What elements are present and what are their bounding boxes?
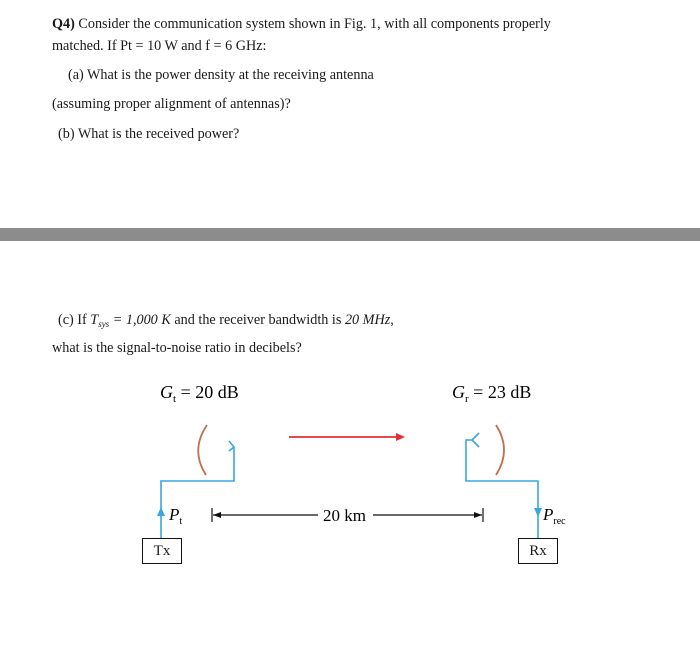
pt-label: $P_t$ [169, 505, 183, 527]
tx-antenna-dish [198, 425, 207, 475]
question-number: Q4) [52, 16, 75, 32]
part-c-middle: and the receiver bandwidth is [170, 312, 345, 328]
rx-prec-arrowhead [534, 508, 542, 517]
prec-label: $P_{rec}$ [543, 505, 566, 527]
rx-feed-line [466, 440, 538, 538]
part-a-line-1: (a) What is the power density at the receiving antenna [68, 67, 374, 83]
rx-box: Rx [518, 538, 558, 564]
tsys-subscript: sys [98, 319, 110, 329]
distance-label: 20 km [323, 506, 366, 525]
part-c-prefix: (c) If [58, 312, 91, 328]
part-c-line-2: what is the signal-to-noise ratio in decibels? [52, 340, 302, 356]
question-intro: Consider the communication system shown in Fig. 1, with all components properly [78, 16, 551, 32]
distance-arrow-left [213, 512, 221, 518]
question-line-2: matched. If Pt = 10 W and f = 6 GHz: [52, 38, 267, 54]
gt-label: $G_t = 20$ dB [160, 382, 239, 405]
tx-box: Tx [142, 538, 182, 564]
part-c-suffix: , [390, 312, 394, 328]
signal-arrowhead [396, 433, 405, 441]
rx-antenna-feed [472, 433, 479, 447]
tx-feed-line [161, 447, 234, 538]
bandwidth-value: 20 MHz [344, 312, 391, 328]
gr-label: $G_r = 23$ dB [452, 382, 532, 405]
part-a-line-2: (assuming proper alignment of antennas)? [52, 96, 291, 112]
rx-antenna-dish [496, 425, 504, 475]
tsys-symbol: T [90, 312, 99, 328]
tx-pt-arrowhead [157, 507, 165, 516]
distance-arrow-right [474, 512, 482, 518]
part-b: (b) What is the received power? [58, 126, 240, 142]
tsys-value: = 1,000 K [109, 312, 171, 328]
